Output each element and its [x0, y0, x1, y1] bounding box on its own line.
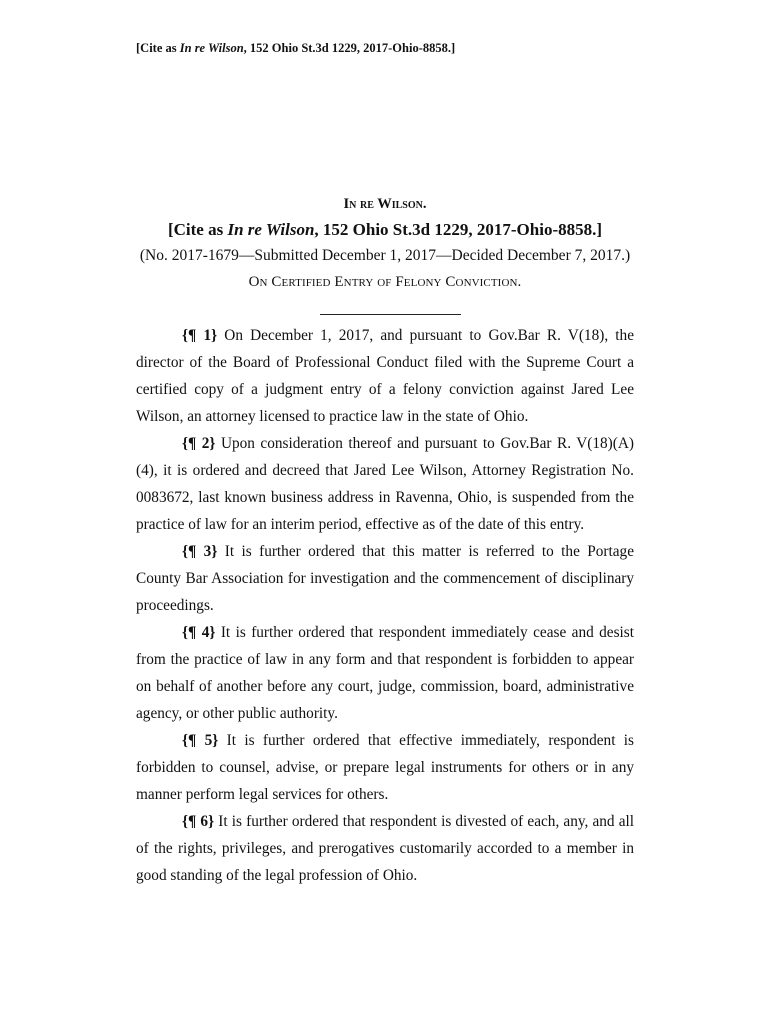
paragraph-2	[136, 430, 634, 538]
case-docket-dates: (No. 2017-1679—Submitted December 1, 2017—Decided December 7, 2017.)	[139, 247, 631, 264]
paragraph-mark: {¶ 1}	[182, 327, 218, 344]
paragraph-5	[136, 727, 634, 808]
paragraph-text: Upon consideration thereof and pursuant to Gov.Bar R. V(18)(A)(4), it is ordered and decreed that Jared Lee Wilson, Attorney Registration No. 0083672, last known business address in Ravenna, Ohio, is suspended from the practice of law for an interim period, effective as of the date of this entry.	[136, 435, 634, 533]
running-head-case-name: In re Wilson	[179, 41, 244, 55]
case-citation-case-name: In re Wilson	[227, 220, 315, 239]
paragraph-text: It is further ordered that respondent is divested of each, any, and all of the rights, privileges, and prerogatives customarily accorded to a member in good standing of the legal profession of Ohio.	[136, 813, 634, 884]
caption-divider	[320, 314, 461, 315]
proceeding-type: On Certified Entry of Felony Conviction.	[248, 274, 522, 290]
paragraph-mark: {¶ 3}	[182, 543, 218, 560]
case-citation-suffix: , 152 Ohio St.3d 1229, 2017-Ohio-8858.]	[314, 220, 603, 239]
case-citation-prefix: [Cite as	[167, 220, 228, 239]
paragraph-3	[136, 538, 634, 619]
paragraph-text: It is further ordered that effective immediately, respondent is forbidden to counsel, advise, or prepare legal instruments for others or in any manner perform legal services for others.	[136, 732, 634, 803]
case-title: In re Wilson.	[343, 196, 427, 212]
paragraph-1	[136, 322, 634, 430]
paragraph-6	[136, 808, 634, 889]
opinion-body	[136, 322, 634, 889]
paragraph-text: On December 1, 2017, and pursuant to Gov.Bar R. V(18), the director of the Board of Professional Conduct filed with the Supreme Court a certified copy of a judgment entry of a felony conviction against Jared Lee Wilson, an attorney licensed to practice law in the state of Ohio.	[136, 327, 634, 425]
paragraph-text: It is further ordered that this matter is referred to the Portage County Bar Association for investigation and the commencement of disciplinary proceedings.	[136, 543, 634, 614]
paragraph-mark: {¶ 4}	[182, 624, 216, 641]
paragraph-mark: {¶ 2}	[182, 435, 216, 452]
running-head-suffix: , 152 Ohio St.3d 1229, 2017-Ohio-8858.]	[243, 41, 456, 55]
paragraph-4	[136, 619, 634, 727]
paragraph-text: It is further ordered that respondent immediately cease and desist from the practice of law in any form and that respondent is forbidden to appear on behalf of another before any court, judge, commission, board, administrative agency, or other public authority.	[136, 624, 634, 722]
case-citation	[136, 220, 634, 240]
running-head-prefix: [Cite as	[136, 41, 180, 55]
paragraph-mark: {¶ 5}	[182, 732, 219, 749]
paragraph-mark: {¶ 6}	[182, 813, 215, 830]
running-head-citation	[136, 41, 455, 56]
